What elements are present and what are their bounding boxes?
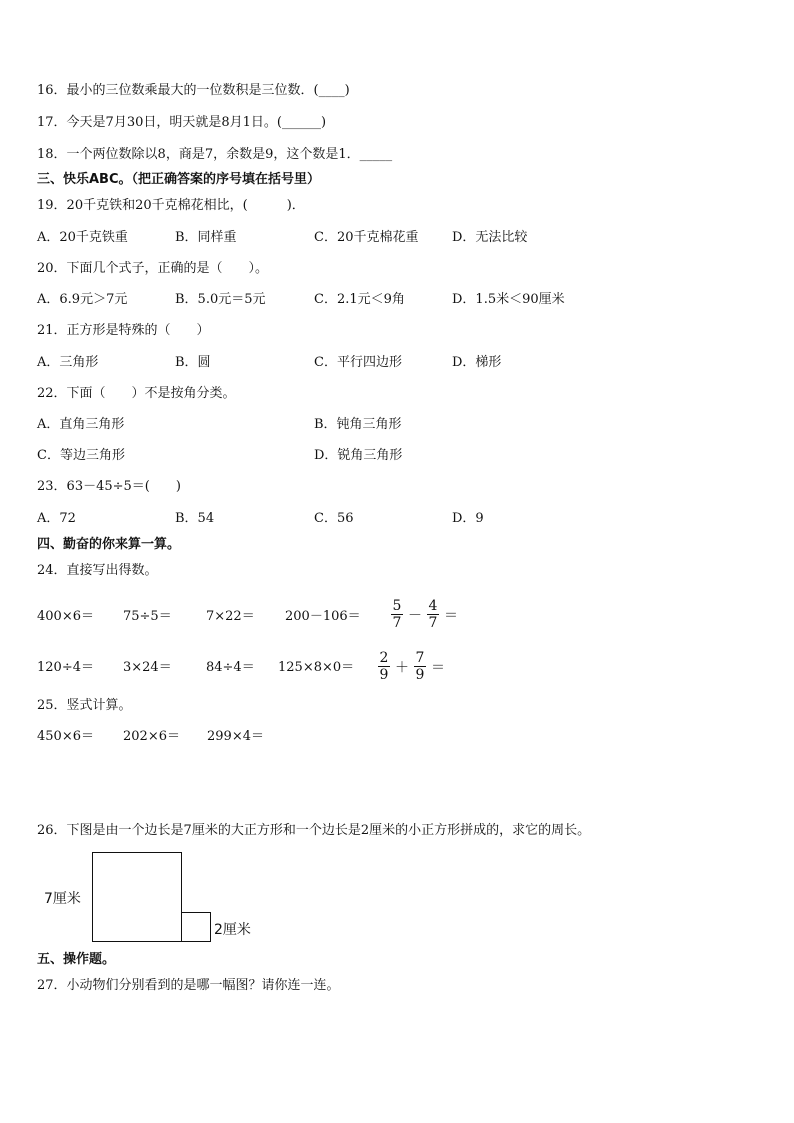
- denominator: 9: [415, 667, 425, 683]
- operator: －: [408, 607, 422, 624]
- question-17: 17．今天是7月30日，明天就是8月1日。(______): [37, 115, 327, 130]
- question-21-option-c: C．平行四边形: [314, 355, 402, 370]
- question-22-option-a: A．直角三角形: [37, 417, 125, 432]
- question-19-stem: 19．20千克铁和20千克棉花相比，( )．: [37, 198, 305, 213]
- question-20-option-c: C．2.1元＜9角: [314, 292, 405, 307]
- question-27: 27．小动物们分别看到的是哪一幅图？请你连一连。: [37, 978, 340, 993]
- numerator: 5: [392, 598, 402, 614]
- calc-item: 200－106＝: [285, 609, 361, 624]
- question-19-option-c: C．20千克棉花重: [314, 230, 419, 245]
- question-16: 16．最小的三位数乘最大的一位数积是三位数．(____): [37, 83, 350, 98]
- question-21-option-a: A．三角形: [37, 355, 99, 370]
- question-21-option-b: B．圆: [175, 355, 211, 370]
- vertical-calc-item: 299×4＝: [207, 729, 264, 744]
- question-22-option-d: D．锐角三角形: [314, 448, 403, 463]
- denominator: 7: [392, 615, 402, 631]
- section-3-heading: 三、快乐ABC。（把正确答案的序号填在括号里）: [37, 172, 321, 187]
- question-19-option-a: A．20千克铁重: [37, 230, 128, 245]
- section-4-heading: 四、勤奋的你来算一算。: [37, 537, 181, 552]
- question-21-option-d: D．梯形: [452, 355, 502, 370]
- small-square-side-label: 2厘米: [214, 922, 251, 938]
- vertical-calc-item: 202×6＝: [123, 729, 180, 744]
- question-20-option-b: B．5.0元＝5元: [175, 292, 266, 307]
- question-23-option-d: D．9: [452, 511, 484, 526]
- denominator: 7: [428, 615, 438, 631]
- question-20-option-a: A．6.9元＞7元: [37, 292, 128, 307]
- numerator: 2: [379, 650, 389, 666]
- question-22-stem: 22．下面（ ）不是按角分类。: [37, 386, 236, 401]
- question-26-stem: 26．下图是由一个边长是7厘米的大正方形和一个边长是2厘米的小正方形拼成的，求它的周长。: [37, 823, 591, 838]
- big-square-side-label: 7厘米: [44, 891, 81, 907]
- section-5-heading: 五、操作题。: [37, 952, 116, 967]
- question-19-option-b: B．同样重: [175, 230, 237, 245]
- question-23-option-b: B．54: [175, 511, 215, 526]
- equals-sign: ＝: [431, 659, 445, 676]
- calc-item: 125×8×0＝: [278, 660, 355, 675]
- calc-item: 75÷5＝: [123, 609, 172, 624]
- fraction-expression-1: [388, 598, 460, 631]
- calc-item: 84÷4＝: [206, 660, 255, 675]
- question-24-stem: 24．直接写出得数。: [37, 563, 158, 578]
- fraction-expression-2: [375, 650, 447, 683]
- vertical-calc-item: 450×6＝: [37, 729, 94, 744]
- denominator: 9: [379, 667, 389, 683]
- question-19-option-d: D．无法比较: [452, 230, 528, 245]
- calc-item: 3×24＝: [123, 660, 172, 675]
- question-20-stem: 20．下面几个式子，正确的是（ ）。: [37, 261, 269, 276]
- calc-item: 400×6＝: [37, 609, 94, 624]
- small-square: [181, 912, 211, 942]
- calc-item: 7×22＝: [206, 609, 255, 624]
- question-22-option-c: C．等边三角形: [37, 448, 125, 463]
- calc-item: 120÷4＝: [37, 660, 94, 675]
- question-23-option-c: C．56: [314, 511, 354, 526]
- question-21-stem: 21．正方形是特殊的（ ）: [37, 323, 210, 338]
- numerator: 4: [428, 598, 438, 614]
- question-23-stem: 23．63－45÷5＝( ): [37, 479, 181, 494]
- numerator: 7: [415, 650, 425, 666]
- question-20-option-d: D．1.5米＜90厘米: [452, 292, 565, 307]
- question-23-option-a: A．72: [37, 511, 76, 526]
- equals-sign: ＝: [444, 607, 458, 624]
- question-25-stem: 25．竖式计算。: [37, 698, 132, 713]
- operator: ＋: [395, 659, 409, 676]
- big-square: [92, 852, 182, 942]
- question-22-option-b: B．钝角三角形: [314, 417, 402, 432]
- question-18: 18．一个两位数除以8，商是7，余数是9，这个数是1．_____: [37, 147, 393, 162]
